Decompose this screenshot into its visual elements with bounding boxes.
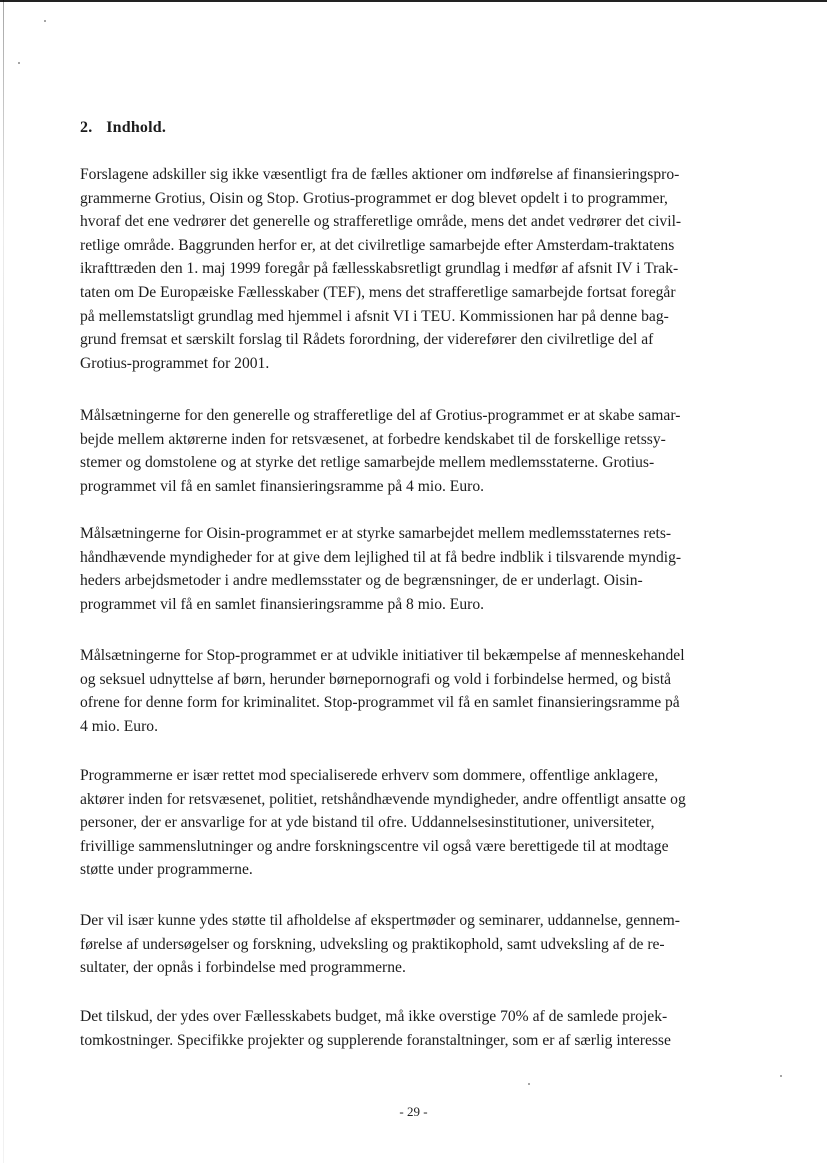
- scan-speck: [44, 20, 46, 22]
- text-line: bejde mellem aktørerne inden for retsvæsenet, at forbedre kendskabet til de forskellige retssy-: [80, 430, 666, 448]
- top-scan-edge: [0, 0, 827, 2]
- text-line: tomkostninger. Specifikke projekter og supplerende foranstaltninger, som er af særlig interesse: [80, 1031, 671, 1049]
- text-line: taten om De Europæiske Fællesskaber (TEF), mens det strafferetlige samarbejde fortsat foregår: [80, 283, 676, 301]
- text-line: grund fremsat et særskilt forslag til Rådets forordning, der viderefører den civilretlige del af: [80, 331, 654, 349]
- text-line: hvoraf det ene vedrører det generelle og strafferetlige område, mens det andet vedrører det civil-: [80, 213, 682, 231]
- text-line: frivillige sammenslutninger og andre forskningscentre vil også være berettigede til at modtage: [80, 837, 669, 855]
- text-line: heders arbejdsmetoder i andre medlemsstater og de begrænsninger, de er underlagt. Oisin-: [80, 572, 643, 590]
- section-number: 2.: [80, 119, 93, 136]
- paragraph: [80, 522, 760, 616]
- paragraph: [80, 1005, 760, 1052]
- text-line: programmet vil få en samlet finansieringsramme på 8 mio. Euro.: [80, 595, 485, 613]
- text-line: Målsætningerne for Stop-programmet er at udvikle initiativer til bekæmpelse af menneskehandel: [80, 647, 685, 664]
- scan-speck: [528, 1083, 530, 1085]
- paragraph: [80, 163, 760, 375]
- left-scan-edge: [3, 0, 4, 1163]
- paragraph: [80, 644, 760, 738]
- text-line: ikrafttræden den 1. maj 1999 foregår på fællesskabsretligt grundlag i medfør af afsnit IV i Trak-: [80, 260, 679, 278]
- text-line: stemer og domstolene og at styrke det retlige samarbejde mellem medlemsstaterne. Grotius-: [80, 454, 655, 472]
- text-line: grammerne Grotius, Oisin og Stop. Grotius-programmet er dog blevet opdelt i to programmer,: [80, 189, 668, 207]
- text-line: støtte under programmerne.: [80, 861, 253, 879]
- text-line: Målsætningerne for den generelle og strafferetlige del af Grotius-programmet er at skabe samar-: [80, 407, 681, 424]
- text-line: og seksuel udnyttelse af børn, herunder børnepornografi og vold i forbindelse hermed, og bistå: [80, 670, 672, 688]
- page-number: - 29 -: [399, 1104, 428, 1119]
- text-line: 4 mio. Euro.: [80, 717, 158, 735]
- text-line: Det tilskud, der ydes over Fællesskabets budget, må ikke overstige 70% af de samlede projek-: [80, 1008, 668, 1025]
- text-line: førelse af undersøgelser og forskning, udveksling og praktikophold, samt udveksling af de re-: [80, 935, 665, 953]
- text-line: sultater, der opnås i forbindelse med programmerne.: [80, 959, 406, 977]
- text-line: aktører inden for retsvæsenet, politiet, retshåndhævende myndigheder, andre offentligt ansatte og: [80, 790, 686, 808]
- scan-speck: [18, 62, 20, 64]
- paragraph: [80, 404, 760, 498]
- text-line: ofrene for denne form for kriminalitet. Stop-programmet vil få en samlet finansieringsramme på: [80, 694, 680, 712]
- text-line: retlige område. Baggrunden herfor er, at det civilretlige samarbejde efter Amsterdam-traktatens: [80, 236, 675, 254]
- section-heading: [80, 119, 166, 137]
- text-line: personer, der er ansvarlige for at yde bistand til ofre. Uddannelsesinstitutioner, universiteter,: [80, 814, 655, 832]
- text-line: Forslagene adskiller sig ikke væsentligt fra de fælles aktioner om indførelse af finansieringspro-: [80, 166, 680, 183]
- text-line: Grotius-programmet for 2001.: [80, 354, 270, 372]
- text-line: programmet vil få en samlet finansieringsramme på 4 mio. Euro.: [80, 477, 485, 495]
- paragraph: [80, 764, 760, 882]
- text-line: Målsætningerne for Oisin-programmet er at styrke samarbejdet mellem medlemsstaternes rets-: [80, 525, 672, 542]
- text-line: håndhævende myndigheder for at give dem lejlighed til at få bedre indblik i tilsvarende myndig-: [80, 548, 682, 566]
- section-title: Indhold.: [106, 119, 167, 136]
- text-line: på mellemstatsligt grundlag med hjemmel i afsnit VI i TEU. Kommissionen har på denne bag-: [80, 307, 669, 325]
- paragraph: [80, 909, 760, 980]
- text-line: Der vil især kunne ydes støtte til afholdelse af ekspertmøder og seminarer, uddannelse, gennem-: [80, 912, 680, 929]
- scan-speck: [780, 1075, 782, 1077]
- text-line: Programmerne er især rettet mod specialiserede erhverv som dommere, offentlige anklagere,: [80, 767, 659, 784]
